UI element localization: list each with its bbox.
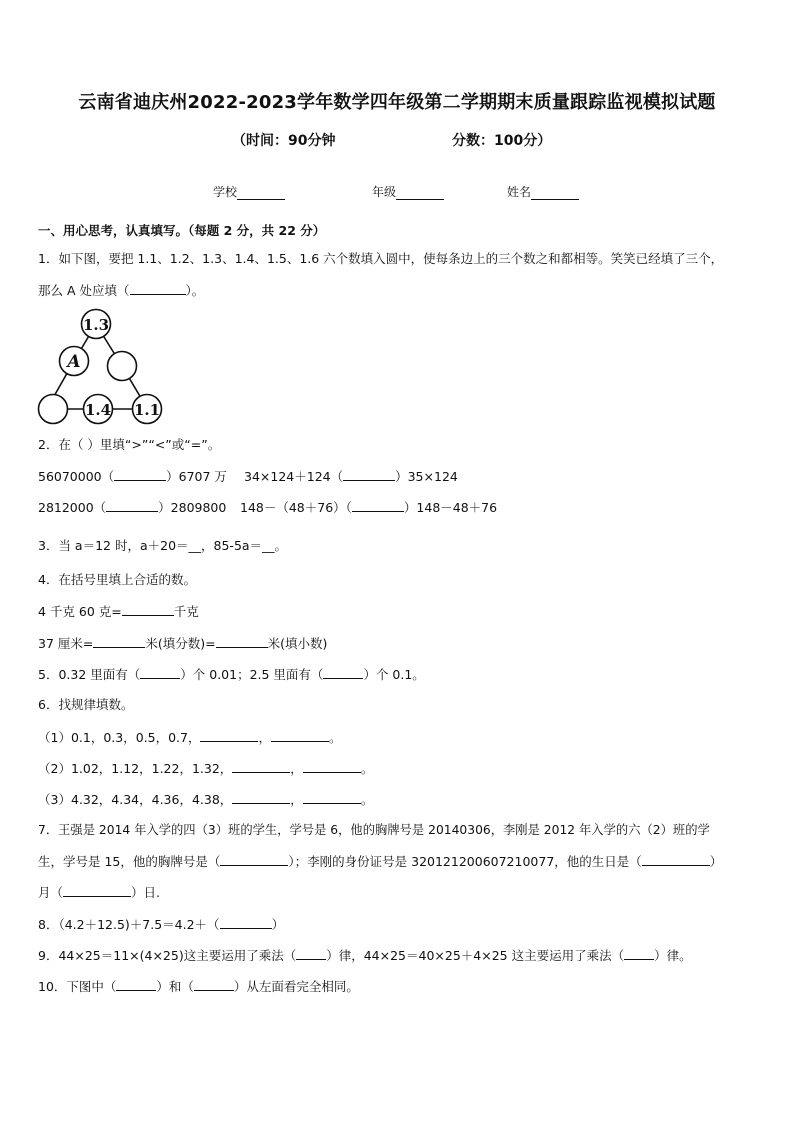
q6-1-blank-2[interactable]: [271, 729, 329, 742]
q2-row2-a: 2812000（ ）2809800: [38, 500, 227, 515]
q6-seq-2: （2）1.02，1.12，1.22，1.32， ， 。: [38, 761, 374, 776]
q7-blank-3[interactable]: [63, 884, 131, 897]
q2-row2-b: 148－（48＋76）（ ）148－48＋76: [240, 500, 498, 515]
q9-text: 9．44×25＝11×(4×25)这主要运用了乘法（ ）律，44×25＝40×25＋4×25 这主要运用了乘法（ ）律。: [38, 948, 692, 963]
school-blank[interactable]: [237, 187, 285, 200]
q8-blank[interactable]: [220, 916, 272, 929]
q7-blank-2[interactable]: [642, 853, 710, 866]
circle-bottom-left[interactable]: [39, 395, 68, 424]
q7-line3: 月（ ）日.: [38, 885, 160, 900]
q6-seq-1: （1）0.1，0.3，0.5，0.7， ， 。: [38, 730, 342, 745]
q9-blank-2[interactable]: [624, 947, 654, 960]
q4-text: 4．在括号里填上合适的数。: [38, 572, 196, 587]
q6-3-blank-1[interactable]: [232, 791, 290, 804]
q2-blank-1[interactable]: [114, 468, 166, 481]
q1-triangle-figure: [34, 308, 166, 426]
q2-row1-b: 34×124＋124（ ）35×124: [244, 469, 458, 484]
q6-2-blank-1[interactable]: [232, 760, 290, 773]
q10-blank-2[interactable]: [194, 978, 234, 991]
circle-right-mid[interactable]: [108, 352, 137, 381]
q2-blank-2[interactable]: [343, 468, 395, 481]
q6-seq-3: （3）4.32，4.34，4.36，4.38， ， 。: [38, 792, 374, 807]
q4-line1: 4 千克 60 克= 千克: [38, 604, 199, 619]
circle-bottom-right-label: 1.1: [133, 401, 161, 419]
q2-blank-3[interactable]: [106, 499, 158, 512]
page-title: 云南省迪庆州2022-2023学年数学四年级第二学期期末质量跟踪监视模拟试题: [78, 92, 716, 113]
q4-blank-1[interactable]: [122, 603, 174, 616]
grade-blank[interactable]: [396, 187, 444, 200]
school-field[interactable]: [213, 183, 285, 200]
q9-blank-1[interactable]: [296, 947, 326, 960]
q2-text: 2．在（ ）里填“>”“<”或“=”。: [38, 437, 221, 452]
q1-answer-line: 那么 A 处应填（ ）。: [38, 283, 205, 298]
q7-line2: 生，学号是 15，他的胸牌号是（ ）；李刚的身份证号是 320121200607210077，他的生日是（ ）: [38, 854, 723, 869]
q7-blank-1[interactable]: [220, 853, 288, 866]
section-heading: 一、用心思考，认真填写。（每题 2 分，共 22 分）: [38, 223, 326, 238]
q5-text: 5．0.32 里面有（ ）个 0.01；2.5 里面有（ ）个 0.1。: [38, 667, 425, 682]
q6-text: 6．找规律填数。: [38, 697, 134, 712]
q5-blank-2[interactable]: [323, 666, 363, 679]
q4-blank-3[interactable]: [216, 635, 268, 648]
q6-3-blank-2[interactable]: [303, 791, 361, 804]
q10-blank-1[interactable]: [116, 978, 156, 991]
name-field[interactable]: [507, 183, 579, 200]
school-label: 学校: [213, 185, 238, 199]
q6-2-blank-2[interactable]: [303, 760, 361, 773]
exam-score: 分数：100分）: [452, 133, 552, 149]
q7-line1: 7．王强是 2014 年入学的四（3）班的学生，学号是 6，他的胸牌号是 20140306，李刚是 2012 年入学的六（2）班的学: [38, 823, 710, 837]
grade-label: 年级: [372, 185, 397, 199]
circle-top-label: 1.3: [82, 316, 110, 334]
q8-text: 8．（4.2＋12.5)＋7.5＝4.2＋（ ）: [38, 917, 285, 932]
q10-text: 10．下图中（ ）和（ ）从左面看完全相同。: [38, 979, 359, 994]
q1-text: 1．如下图，要把 1.1、1.2、1.3、1.4、1.5、1.6 六个数填入圆中，使每条边上的三个数之和都相等。笑笑已经填了三个，: [38, 251, 724, 266]
exam-time: （时间：90分钟: [232, 133, 336, 149]
q2-blank-4[interactable]: [352, 499, 404, 512]
grade-field[interactable]: [372, 183, 444, 200]
q3-text: 3．当 a＝12 时，a＋20＝__，85-5a＝__。: [38, 538, 288, 553]
q5-blank-1[interactable]: [140, 666, 180, 679]
q4-line2: 37 厘米= 米(填分数)= 米(填小数): [38, 636, 328, 651]
name-label: 姓名: [507, 185, 532, 199]
circle-bottom-mid-label: 1.4: [84, 401, 112, 419]
q4-blank-2[interactable]: [93, 635, 145, 648]
name-blank[interactable]: [531, 187, 579, 200]
q2-row1-a: 56070000（ ）6707 万: [38, 469, 227, 484]
q1-answer-blank[interactable]: [130, 282, 186, 295]
circle-a-label: A: [67, 352, 81, 372]
q6-1-blank-1[interactable]: [200, 729, 258, 742]
